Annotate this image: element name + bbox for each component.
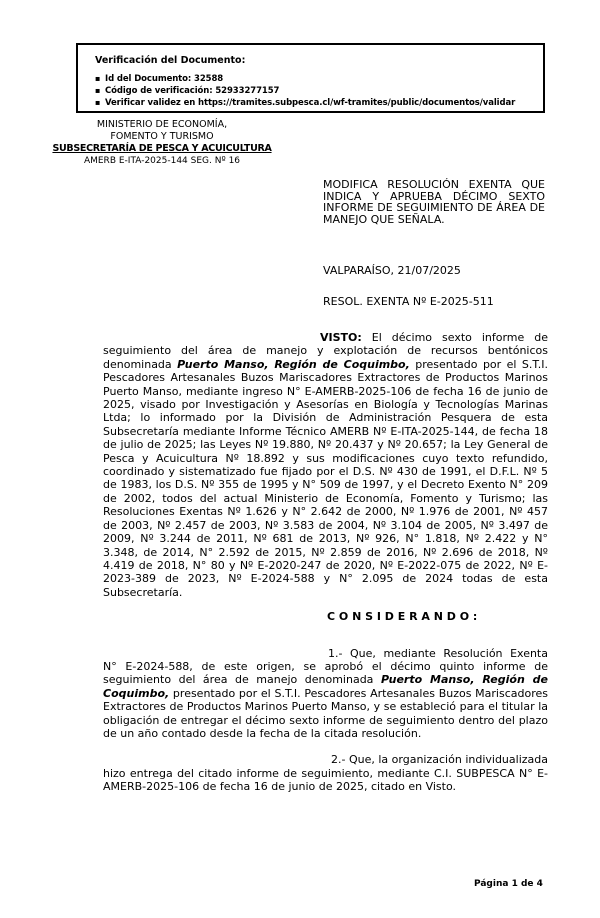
resolution-body [103, 331, 548, 794]
considerando-heading: C O N S I D E R A N D O : [327, 610, 478, 624]
page-number-label: Página 1 de 4 [474, 879, 543, 889]
subsecretaria-name: SUBSECRETARÍA DE PESCA Y ACUICULTURA [52, 143, 272, 154]
verification-url: ▪ Verificar validez en https://tramites.subpesca.cl/wf-tramites/public/documentos/validar [95, 97, 535, 109]
ministry-name-line-2: FOMENTO Y TURISMO [110, 131, 214, 142]
technical-report-reference: AMERB E-ITA-2025-144 SEG. Nº 16 [83, 156, 241, 166]
verification-list [95, 73, 535, 109]
considerando-paragraph-2: 2.- Que, la organización individualizada hizo entrega del citado informe de seguimiento, mediante C.I. SUBPESCA N° E-AMERB-2025-106 de fecha 16 de junio de 2025, citado en Visto. [103, 753, 548, 794]
verification-box [76, 43, 545, 113]
organization-header [46, 119, 278, 167]
ministry-name-line-1: MINISTERIO DE ECONOMÍA, [96, 119, 228, 130]
place-and-date: VALPARAÍSO, 21/07/2025 [323, 263, 461, 277]
verification-box-title: Verificación del Documento: [95, 55, 246, 66]
resolution-number: RESOL. EXENTA Nº E-2025-511 [323, 294, 494, 308]
resolution-title-block [323, 179, 545, 308]
verification-code: ▪ Código de verificación: 52933277157 [95, 85, 535, 97]
page-footer [474, 879, 543, 889]
resolution-subject: MODIFICA RESOLUCIÓN EXENTA QUE INDICA Y APRUEBA DÉCIMO SEXTO INFORME DE SEGUIMIENTO DE ÁREA DE MANEJO QUE SEÑALA. [323, 178, 545, 227]
visto-paragraph: VISTO: El décimo sexto informe de seguimiento del área de manejo y explotación de recursos bentónicos denominada Puerto Manso, Región de Coquimbo, presentado por el S.T.I. Pescadores Artesanales Buzos Mariscadores Extractores de Productos Marinos Puerto Manso, mediante ingreso N° E-AMERB-2025-106 de fecha 16 de junio de 2025, visado por Investigación y Asesorías en Biología y Tecnologías Marinas Ltda; lo informado por la División de Administración Pesquera de esta Subsecretaría mediante Informe Técnico AMERB Nº E-ITA-2025-144, de fecha 18 de julio de 2025; las Leyes Nº 19.880, Nº 20.437 y Nº 20.657; la Ley General de Pesca y Acuicultura Nº 18.892 y sus modificaciones cuyo texto refundido, coordinado y sistematizado fue fijado por el D.S. Nº 430 de 1991, el D.F.L. Nº 5 de 1983, los D.S. Nº 355 de 1995 y N° 509 de 1997, y el Decreto Exento N° 209 de 2002, todos del actual Ministerio de Economía, Fomento y Turismo; las Resoluciones Exentas Nº 1.626 y N° 2.642 de 2000, Nº 1.976 de 2001, Nº 457 de 2003, Nº 2.457 de 2003, Nº 3.583 de 2004, Nº 3.104 de 2005, Nº 3.497 de 2009, Nº 3.244 de 2011, Nº 681 de 2013, Nº 926, N° 1.818, Nº 2.422 y N° 3.348, de 2014, N° 2.592 de 2015, Nº 2.859 de 2016, Nº 2.696 de 2018, Nº 4.419 de 2018, N° 80 y Nº E-2020-247 de 2020, Nº E-2022-075 de 2022, Nº E-2023-389 de 2023, Nº E-2024-588 y N° 2.095 de 2024 todas de esta Subsecretaría. [103, 331, 549, 599]
verification-document-id: ▪ Id del Documento: 32588 [95, 73, 535, 85]
considerando-paragraph-1: 1.- Que, mediante Resolución Exenta N° E-2024-588, de este origen, se aprobó el décimo quinto informe de seguimiento del área de manejo denominada Puerto Manso, Región de Coquimbo, presentado por el S.T.I. Pescadores Artesanales Buzos Mariscadores Extractores de Productos Marinos Puerto Manso, y se estableció para el titular la obligación de entregar el décimo sexto informe de seguimiento dentro del plazo de un año contado desde la fecha de la citada resolución. [103, 646, 548, 740]
